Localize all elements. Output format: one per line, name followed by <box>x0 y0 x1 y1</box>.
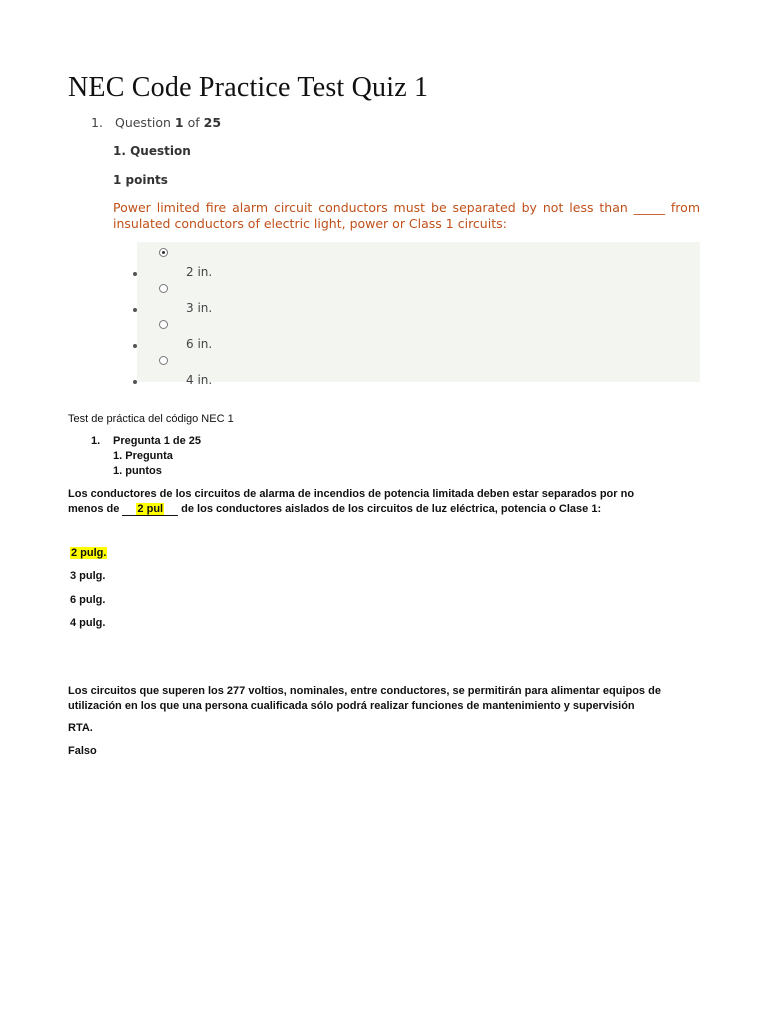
answer-highlight: 2 pul <box>137 503 164 515</box>
radio-icon[interactable] <box>159 320 168 329</box>
answer-option-label: 6 in. <box>186 337 213 351</box>
answer-option[interactable] <box>137 278 700 314</box>
spanish-q2-line2: utilización en los que una persona cualificada sólo podrá realizar funciones de mantenimiento y supervisión <box>68 700 635 712</box>
spanish-question <box>68 487 708 517</box>
spanish-list-item <box>91 435 201 447</box>
spanish-option: 6 pulg. <box>70 594 106 606</box>
question-counter <box>91 115 221 130</box>
rta-value: Falso <box>68 745 97 757</box>
answer-option[interactable] <box>137 350 700 386</box>
page-title: NEC Code Practice Test Quiz 1 <box>68 72 429 103</box>
spanish-list-item <box>91 450 173 462</box>
spanish-question-line1: Los conductores de los circuitos de alarma de incendios de potencia limitada deben estar separados por no <box>68 488 635 500</box>
spanish-option <box>70 547 107 559</box>
bullet-icon <box>133 380 137 384</box>
answer-option-label: 2 in. <box>186 265 213 279</box>
question-of: of <box>187 115 200 130</box>
bullet-icon <box>133 308 137 312</box>
radio-selected-icon[interactable] <box>159 248 168 257</box>
question-prefix: Question <box>114 115 171 130</box>
spanish-option-correct: 2 pulg. <box>71 547 107 559</box>
spanish-question-after: de los conductores aislados de los circuitos de luz eléctrica, potencia o Clase 1: <box>181 503 602 515</box>
bullet-icon <box>133 272 137 276</box>
answer-option-label: 4 in. <box>186 373 213 387</box>
question-points: 1 points <box>113 173 168 187</box>
bullet-icon <box>133 344 137 348</box>
question-index: 1. <box>91 115 103 130</box>
spanish-option: 4 pulg. <box>70 617 106 629</box>
spanish-list-item <box>91 465 162 477</box>
answer-options <box>137 242 700 387</box>
spanish-list-text: 1. Pregunta <box>113 450 173 462</box>
answer-option[interactable] <box>137 242 700 278</box>
spanish-list-text: 1. puntos <box>113 465 162 477</box>
spanish-title: Test de práctica del código NEC 1 <box>68 413 234 425</box>
answer-blank <box>122 503 178 516</box>
answer-option[interactable] <box>137 314 700 350</box>
question-total: 25 <box>203 115 222 130</box>
question-heading: 1. Question <box>113 144 191 158</box>
question-current: 1 <box>174 115 184 130</box>
rta-label: RTA. <box>68 722 93 734</box>
answer-option-label: 3 in. <box>186 301 213 315</box>
spanish-list-number: 1. <box>91 435 101 447</box>
spanish-question-2 <box>68 684 708 714</box>
question-text: Power limited fire alarm circuit conductors must be separated by not less than _____ from insulated conductors of electric light, power or Class 1 circuits: <box>113 200 700 231</box>
spanish-option: 3 pulg. <box>70 570 106 582</box>
spanish-q2-line1: Los circuitos que superen los 277 voltios, nominales, entre conductores, se permitirán para alimentar equipos de <box>68 685 661 697</box>
spanish-list-text: Pregunta 1 de 25 <box>113 435 202 447</box>
radio-icon[interactable] <box>159 284 168 293</box>
spanish-question-before: menos de <box>68 503 120 515</box>
radio-icon[interactable] <box>159 356 168 365</box>
